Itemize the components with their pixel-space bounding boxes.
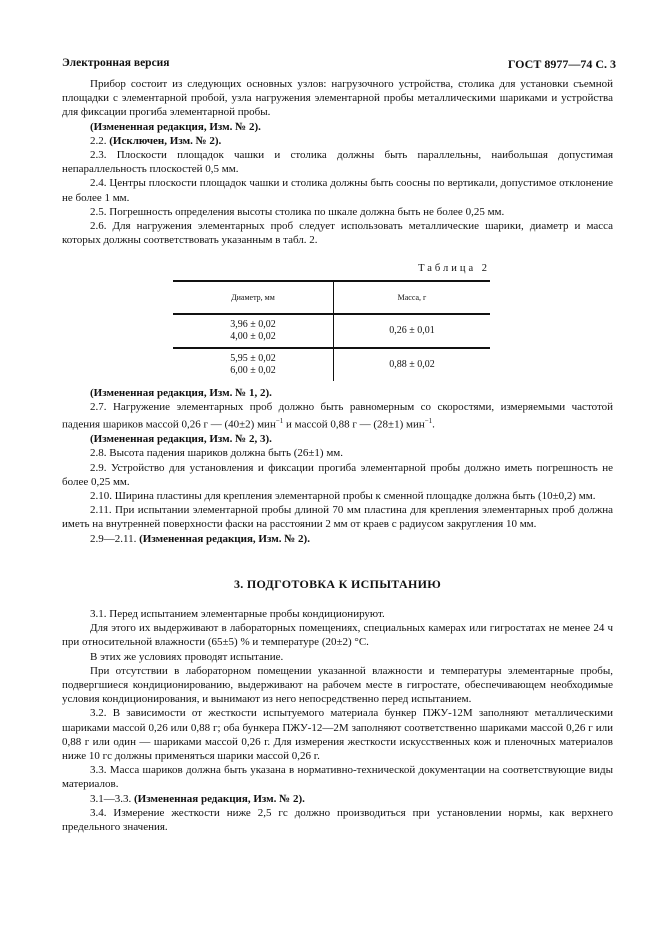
paragraph-2-5 xyxy=(62,205,613,219)
diameter-value: 3,96 ± 0,02 xyxy=(230,318,276,330)
clause-range: 3.1—3.3. xyxy=(90,792,132,805)
amendment-text: (Измененная редакция, Изм. № 2). xyxy=(134,792,305,805)
table-2-ball-parameters xyxy=(173,280,490,381)
clause-text: . xyxy=(432,419,435,432)
superscript: −1 xyxy=(424,417,433,426)
paragraph-2-2 xyxy=(62,134,613,148)
amendment-note: (Измененная редакция, Изм. № 2). xyxy=(90,120,261,133)
table-caption: Таблица 2 xyxy=(418,263,490,274)
paragraph-3-2: 3.2. В зависимости от жесткости испытуемого материала бункер ПЖУ-12М заполняют металлическими шариками массой 0,26 или 0,88 г; оба бункера ПЖУ-12—2М заполняют соответственно шариками массой 0,26 г или 0,88 г или один — шариками массой 0,26 г. Для измерения жесткости искусственных кож и пленочных материалов ниже 10 гс должны применяться шарики массой 0,26 г. xyxy=(62,707,613,763)
clause-text: Плоскости площадок чашки и столика должны быть параллельны, наибольшая допустимая непараллельность плоскостей 0,5 мм. xyxy=(62,149,614,176)
clause-number: 2.7. xyxy=(90,401,107,414)
paragraph-device-composition: Прибор состоит из следующих основных узлов: нагрузочного устройства, столика для установки съемной площадки с элементарной пробой, узла нагружения элементарной пробы металлическими шариками и устройства для фиксации прогиба элементарной пробы. xyxy=(62,78,613,119)
clause-number: 2.4. xyxy=(90,177,107,190)
clause-text: Погрешность определения высоты столика по шкале должна быть не более 0,25 мм. xyxy=(109,205,505,218)
clause-number: 2.5. xyxy=(90,205,107,218)
paragraph-3-1-conditions: В этих же условиях проводят испытание. xyxy=(90,650,284,663)
paragraph-2-10: 2.10. Ширина пластины для крепления элементарной пробы к сменной площадке должна быть (10±0,2) мм. xyxy=(90,490,596,503)
amendment-note-2-9-2-11 xyxy=(62,532,613,546)
paragraph-2-6 xyxy=(62,219,613,247)
amendment-text: (Измененная редакция, Изм. № 2). xyxy=(139,532,310,545)
cell-mass: 0,26 ± 0,01 xyxy=(334,314,491,348)
superscript: −1 xyxy=(275,417,284,426)
paragraph-2-3 xyxy=(62,148,613,176)
diameter-value: 6,00 ± 0,02 xyxy=(230,365,276,376)
paragraph-2-11: 2.11. При испытании элементарной пробы длиной 70 мм пластина для крепления элементарных проб должна иметь на внутренней поверхности фаски на расстоянии 2 мм от краев с радиусом закругления 10 мм. xyxy=(62,504,613,531)
paragraph-3-1: 3.1. Перед испытанием элементарные пробы кондиционируют. xyxy=(90,608,385,620)
running-header-left: Электронная версия xyxy=(62,57,170,69)
cell-diameter xyxy=(173,348,334,381)
clause-number: 2.3. xyxy=(90,149,107,162)
table-row xyxy=(173,314,490,348)
paragraph-2-8: 2.8. Высота падения шариков должна быть (26±1) мм. xyxy=(90,447,343,460)
clause-number: 2.6. xyxy=(90,220,107,233)
amendment-note: (Измененная редакция, Изм. № 2, 3). xyxy=(90,433,272,446)
paragraph-3-4: 3.4. Измерение жесткости ниже 2,5 гс должно производиться при установлении нормы, как верхнего предельного значения. xyxy=(62,806,613,834)
running-header-right: ГОСТ 8977—74 С. 3 xyxy=(507,57,616,71)
column-header-diameter: Диаметр, мм xyxy=(173,281,334,314)
table-row xyxy=(173,348,490,381)
paragraph-3-1-conditioning: Для этого их выдерживают в лабораторных помещениях, специальных камерах или гигростатах не менее 24 ч при относительной влажности (65±5) % и температуре (20±2) °С. xyxy=(62,622,613,649)
clause-text: (Исключен, Изм. № 2). xyxy=(109,134,222,147)
section-2-part2 xyxy=(62,386,613,546)
paragraph-3-3: 3.3. Масса шариков должна быть указана в нормативно-технической документации на соответствующие виды материалов. xyxy=(62,764,613,791)
cell-diameter xyxy=(173,314,334,348)
table-header-row xyxy=(173,281,490,314)
clause-range: 2.9—2.11. xyxy=(90,532,137,545)
amendment-note: (Измененная редакция, Изм. № 1, 2). xyxy=(90,387,272,399)
paragraph-2-4 xyxy=(62,176,613,204)
clause-text: Нагружение элементарных проб должно быть равномерным со скоростями, измеряемыми частотой падения шариков массой 0,26 г — (40±2) мин xyxy=(62,401,614,432)
clause-text: Для нагружения элементарных проб следует использовать металлические шарики, диаметр и масса которых должны соответствовать указанным в табл. 2. xyxy=(62,220,614,247)
paragraph-2-9: 2.9. Устройство для установления и фиксации прогиба элементарной пробы должно иметь погрешность не более 0,25 мм. xyxy=(62,461,613,488)
section-3-title: 3. ПОДГОТОВКА К ИСПЫТАНИЮ xyxy=(233,577,442,591)
diameter-value: 5,95 ± 0,02 xyxy=(230,352,276,364)
clause-text: и массой 0,88 г — (28±1) мин xyxy=(283,419,425,432)
amendment-note-3-1-3-3 xyxy=(62,792,613,806)
section-3-body xyxy=(62,607,613,834)
paragraph-2-7 xyxy=(62,400,613,432)
paragraph-3-1-hygrostat: При отсутствии в лабораторном помещении указанной влажности и температуры элементарные пробы, подвергшиеся кондиционированию, выдерживают на рабочем месте в гигростате, обеспечивающем необходимые условия кондиционирования, и вынимают из него непосредственно перед испытанием. xyxy=(62,664,613,706)
column-header-mass: Масса, г xyxy=(334,281,491,314)
clause-text: Центры плоскости площадок чашки и столика должны быть соосны по вертикали, допустимое отклонение не более 1 мм. xyxy=(62,177,613,204)
section-2-part1 xyxy=(62,77,613,247)
diameter-value: 4,00 ± 0,02 xyxy=(230,331,276,342)
clause-number: 2.2. xyxy=(90,134,107,147)
cell-mass: 0,88 ± 0,02 xyxy=(389,358,435,370)
